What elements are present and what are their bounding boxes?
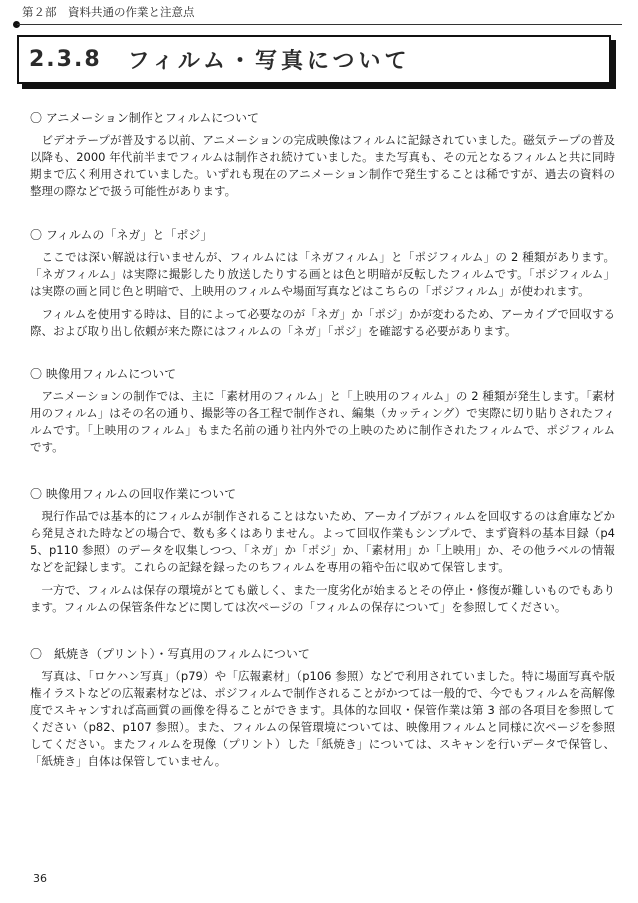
section-heading: 〇 映像用フィルムについて (30, 367, 177, 381)
running-header: 第２部 資料共通の作業と注意点 (22, 5, 195, 19)
section-title-box (17, 35, 611, 84)
section-heading: 〇 フィルムの「ネガ」と「ポジ」 (30, 228, 213, 242)
section-animation-film (30, 110, 615, 200)
section-heading: 〇 映像用フィルムの回収作業について (30, 487, 237, 501)
section-film-collection (30, 486, 615, 616)
section-movie-film (30, 366, 615, 456)
section-heading: 〇 紙焼き（プリント）・写真用のフィルムについて (30, 647, 310, 661)
paragraph: アニメーションの制作では、主に「素材用のフィルム」と「上映用のフィルム」の 2 種類が発生します。「素材用のフィルム」はその名の通り、撮影等の各工程で制作され、編集（カッティング）で実際に切り貼りされたフィルムです。「上映用のフィルム」もまた名前の通り社内外での上映のために制作されたフィルムで、ポジフィルムです。 (30, 389, 615, 454)
paragraph: 写真は、「ロケハン写真」（p79）や「広報素材」（p106 参照）などで利用されていました。特に場面写真や版権イラストなどの広報素材などは、ポジフィルムで制作されることがかつては一般的で、今でもフィルムを高解像度でスキャンすれば高画質の画像を得ることができます。具体的な回収・保管作業は第 3 部の各項目を参照してください（p82、p107 参照）。また、フィルムの保管環境については、映像用フィルムと同様に次ページを参照してください。またフィルムを現像（プリント）した「紙焼き」については、スキャンを行いデータで保管し、「紙焼き」自体は保管していません。 (30, 669, 615, 768)
page-number: 36 (33, 872, 47, 885)
header-rule (17, 24, 622, 25)
body-content (30, 110, 615, 770)
paragraph: フィルムを使用する時は、目的によって必要なのが「ネガ」か「ポジ」かが変わるため、アーカイブで回収する際、および取り出し依頼が来た際にはフィルムの「ネガ」「ポジ」を確認する必要があります。 (30, 307, 615, 338)
section-print-photo-film (30, 646, 615, 770)
section-nega-posi (30, 227, 615, 340)
section-heading: 〇 アニメーション制作とフィルムについて (30, 111, 260, 125)
paragraph: 現行作品では基本的にフィルムが制作されることはないため、アーカイブがフィルムを回収するのは倉庫などから発見された時などの場合で、数も多くはありません。よって回収作業もシンプルで、まず資料の基本目録（p45、p110 参照）のデータを収集しつつ、「ネガ」か「ポジ」か、「素材用」か「上映用」か、その他ラベルの情報などを記録します。これらの記録を録ったのちフィルムを専用の箱や缶に収めて保管します。 (30, 509, 615, 574)
paragraph: 一方で、フィルムは保存の環境がとても厳しく、また一度劣化が始まるとその停止・修復が難しいものでもあります。フィルムの保管条件などに関しては次ページの「フィルムの保存について」を参照してください。 (30, 583, 615, 614)
paragraph: ビデオテープが普及する以前、アニメーションの完成映像はフィルムに記録されていました。磁気テープの普及以降も、2000 年代前半までフィルムは制作され続けていました。また写真も、その元となるフィルムと共に同時期まで広く利用されていました。いずれも現在のアニメーション制作で発生することは稀ですが、過去の資料の整理の際などで扱う可能性があります。 (30, 133, 615, 198)
section-number: 2.3.8 (29, 47, 102, 72)
section-title: フィルム・写真について (127, 49, 411, 74)
paragraph: ここでは深い解説は行いませんが、フィルムには「ネガフィルム」と「ポジフィルム」の 2 種類があります。「ネガフィルム」は実際に撮影したり放送したりする画とは色と明暗が反転したフィルムです。「ポジフィルム」は実際の画と同じ色と明暗で、上映用のフィルムや場面写真などはこちらの「ポジフィルム」が使われます。 (30, 250, 615, 298)
